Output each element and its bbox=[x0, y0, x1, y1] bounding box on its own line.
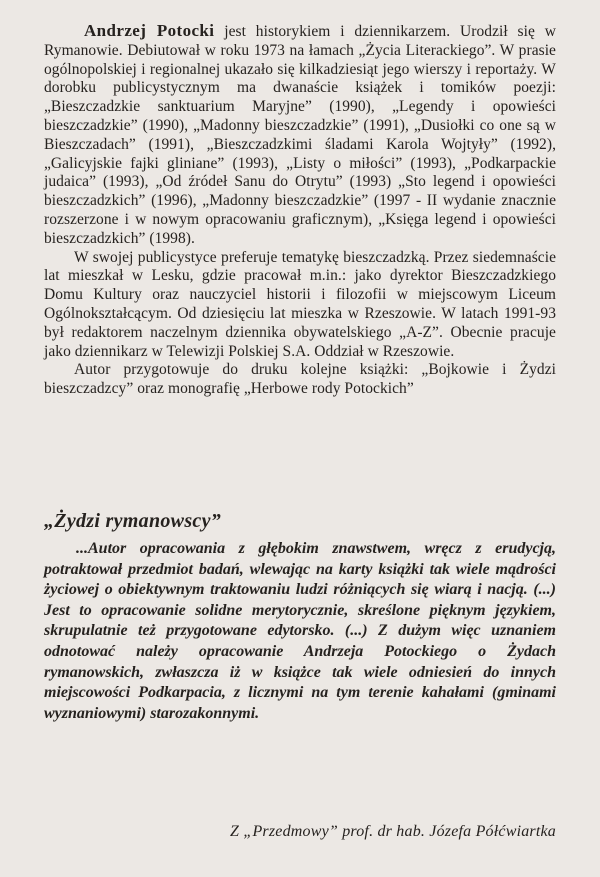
bio-paragraph-1-text: jest historykiem i dziennikarzem. Urodził się w Rymanowie. Debiutował w roku 1973 na łamach „Życia Literackiego”. W prasie ogólnopolskiej i regionalnej ukazało się kilkadziesiąt jego wierszy i reportaży. W dorobku publicystycznym ma dwanaście książek i tomików poezji: „Bieszczadzkie sanktuarium Maryjne” (1990), „Legendy i opowieści bieszczadzkie” (1990), „Madonny bieszczadzkie” (1991), „Dusiołki co one są w Bieszczadach” (1991), „Bieszczadzkimi śladami Karola Wojtyły” (1992), „Galicyjskie fajki gliniane” (1993), „Listy o miłości” (1993), „Podkarpackie judaica” (1993), „Od źródeł Sanu do Otrytu” (1993) „Sto legend i opowieści bieszczadzkich” (1996), „Madonny bieszczadzkie” (1997 - II wydanie znacznie rozszerzone i w nowym opracowaniu graficznym), „Księga legend i opowieści bieszczadzkich” (1998). bbox=[44, 23, 556, 247]
bio-paragraph-2: W swojej publicystyce preferuje tematykę bieszczadzką. Przez siedemnaście lat mieszkał w Lesku, gdzie pracował m.in.: jako dyrektor Bieszczadzkiego Domu Kultury oraz nauczyciel historii i filozofii w miejscowym Liceum Ogólnokształcącym. Od dziesięciu lat mieszka w Rzeszowie. W latach 1991-93 był redaktorem naczelnym dziennika obywatelskiego „A-Z”. Obecnie pracuje jako dziennikarz w Telewizji Polskiej S.A. Oddział w Rzeszowie. bbox=[44, 248, 556, 360]
review-title: „Żydzi rymanowscy” bbox=[44, 510, 222, 532]
review-quote: ...Autor opracowania z głębokim znawstwem, wręcz z erudycją, potraktował przedmiot badań, wlewając na karty książki tak wiele mądrości życiowej o obiektywnym traktowaniu ludzi różniących się wiarą i nacją. (...) Jest to opracowanie solidne merytorycznie, skreślone pięknym językiem, skrupulatnie też przygotowane edytorsko. (...) Z dużym więc uznaniem odnotować należy opracowanie Andrzeja Potockiego o Żydach rymanowskich, zwłaszcza iż w książce tak wiele odniesień do innych miejscowości Podkarpacia, z licznymi na tym terenie kahałami (gminami wyznaniowymi) starozakonnymi. bbox=[44, 540, 556, 722]
author-biography bbox=[44, 22, 556, 399]
bio-paragraph-1 bbox=[44, 22, 556, 249]
bio-paragraph-3: Autor przygotowuje do druku kolejne książki: „Bojkowie i Żydzi bieszczadzcy” oraz monografię „Herbowe rody Potockich” bbox=[44, 361, 556, 398]
author-name: Andrzej Potocki bbox=[84, 21, 215, 40]
review-attribution: Z „Przedmowy” prof. dr hab. Józefa Półćwiartka bbox=[230, 823, 556, 840]
